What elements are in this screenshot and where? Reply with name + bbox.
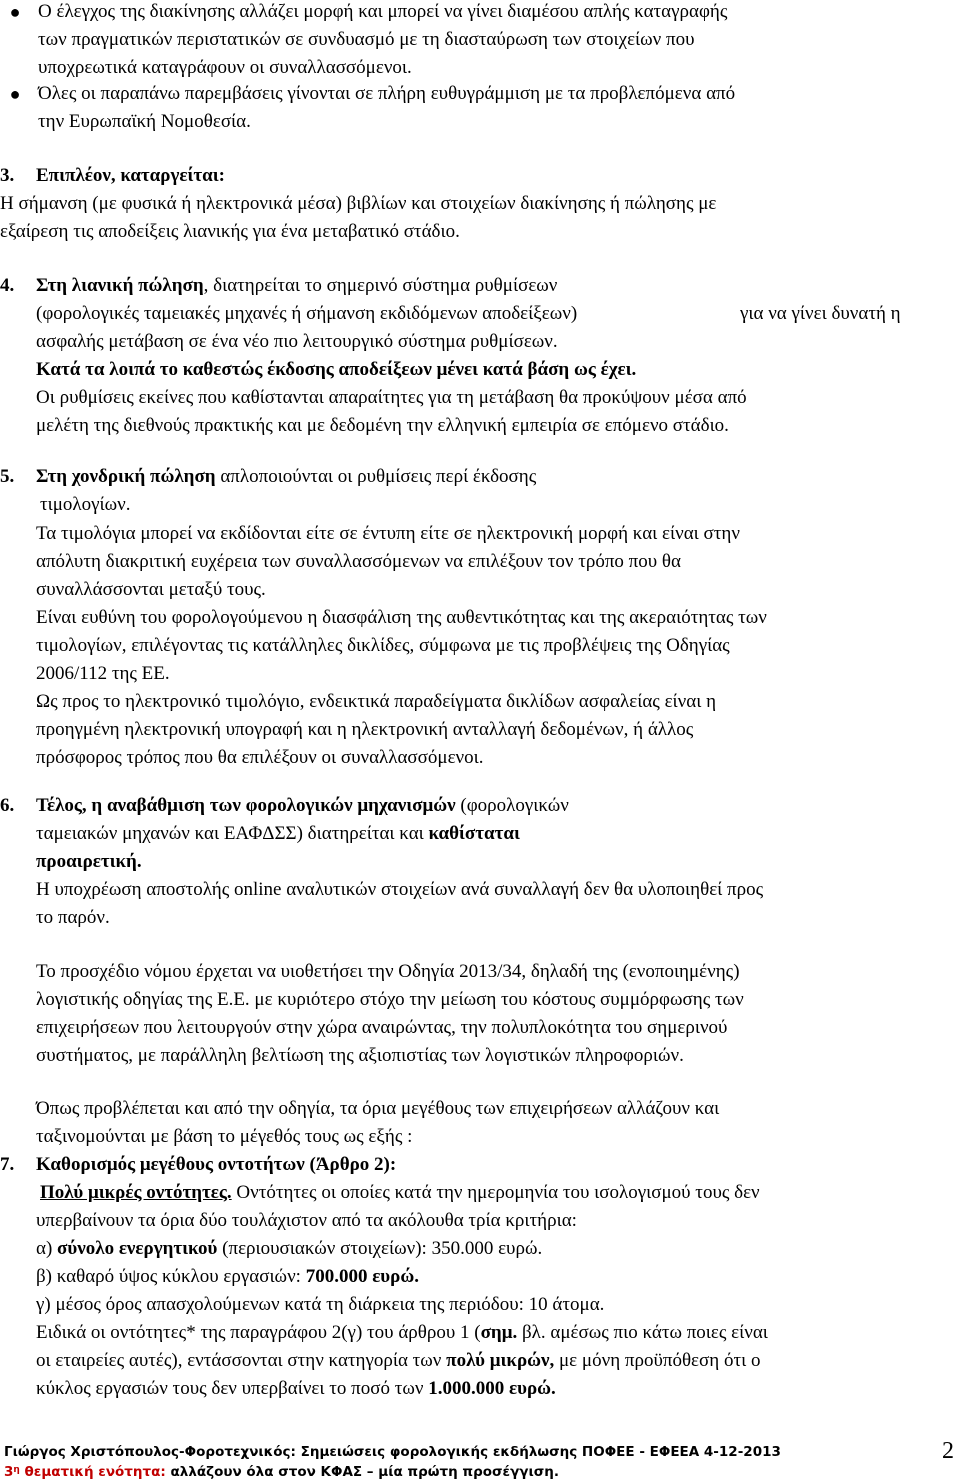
- text-span: οι εταιρείες αυτές), εντάσσονται στην κατηγορία των: [36, 1350, 447, 1371]
- paragraph-directive: [36, 958, 960, 1070]
- text-line: Ο έλεγχος της διακίνησης αλλάζει μορφή και μπορεί να γίνει διαμέσου απλής καταγραφής: [38, 1, 728, 22]
- bullet-icon: ●: [9, 84, 21, 104]
- bold-span: σημ.: [480, 1322, 518, 1343]
- text-line: υποχρεωτικά καταγράφουν οι συναλλασσόμενοι.: [38, 57, 412, 78]
- text-line: ταξινομούνται με βάση το μέγεθός τους ως εξής :: [36, 1126, 413, 1147]
- text-line: συναλλάσσονται μεταξύ τους.: [36, 579, 266, 600]
- section-heading: Επιπλέον, καταργείται:: [36, 165, 225, 186]
- text-line: μελέτη της διεθνούς πρακτικής και με δεδομένη την ελληνική εμπειρία σε επόμενο στάδιο.: [36, 415, 729, 436]
- bold-span: 700.000 ευρώ.: [305, 1266, 419, 1287]
- text-span: Οντότητες οι οποίες κατά την ημερομηνία του ισολογισμού τους δεν: [231, 1182, 760, 1203]
- text-span: Ειδικά οι οντότητες* της παραγράφου 2(γ) του άρθρου 1 (: [36, 1322, 481, 1343]
- section-number: 4.: [0, 275, 15, 296]
- text-line: τιμολογίων, επιλέγοντας τις κατάλληλες δικλίδες, σύμφωνα με τις προβλέψεις της Οδηγίας: [36, 635, 730, 656]
- text-line: Τα τιμολόγια μπορεί να εκδίδονται είτε σε έντυπη είτε σε ηλεκτρονική μορφή και είναι στην: [36, 523, 740, 544]
- text-span: βλ. αμέσως πιο κάτω ποιες είναι: [517, 1322, 768, 1343]
- bold-line: προαιρετική.: [36, 851, 142, 872]
- text-span: κύκλος εργασιών τους δεν υπερβαίνει το ποσό των: [36, 1378, 429, 1399]
- text-line: Ως προς το ηλεκτρονικό τιμολόγιο, ενδεικτικά παραδείγματα δικλίδων ασφαλείας είναι η: [36, 691, 717, 712]
- text-line: απόλυτη διακριτική ευχέρεια των συναλλασσόμενων να επιλέξουν τον τρόπο που θα: [36, 551, 681, 572]
- text-line: Είναι ευθύνη του φορολογούμενου η διασφάλιση της αυθεντικότητας και της ακεραιότητας των: [36, 607, 767, 628]
- text-line: Η υποχρέωση αποστολής online αναλυτικών στοιχείων ανά συναλλαγή δεν θα υλοποιηθεί προς: [36, 879, 764, 900]
- section-heading: Καθορισμός μεγέθους οντοτήτων (Άρθρο 2):: [36, 1154, 397, 1175]
- text-line: προηγμένη ηλεκτρονική υπογραφή και η ηλεκτρονική ανταλλαγή δεδομένων, ή άλλος: [36, 719, 694, 740]
- text-span: α): [36, 1238, 58, 1259]
- bold-lead: Στη λιανική πώληση: [36, 275, 204, 296]
- section-number: 3.: [0, 165, 15, 186]
- section-number: 7.: [0, 1154, 15, 1175]
- page-footer: [4, 1442, 956, 1482]
- text-span: για να γίνει δυνατή η: [740, 303, 901, 324]
- section-number: 5.: [0, 466, 15, 487]
- text-span: απλοποιούνται οι ρυθμίσεις περί έκδοσης: [215, 466, 537, 487]
- bold-lead: Στη χονδρική πώληση: [36, 466, 216, 487]
- footer-topic-number: 3: [4, 1464, 14, 1480]
- bold-line: Κατά τα λοιπά το καθεστώς έκδοσης αποδείξεων μένει κατά βάση ως έχει.: [36, 359, 637, 380]
- text-span: με μόνη προϋπόθεση ότι ο: [554, 1350, 761, 1371]
- section-number: 6.: [0, 795, 15, 816]
- footer-topic-sup: η: [13, 1465, 20, 1475]
- text-line: Όλες οι παραπάνω παρεμβάσεις γίνονται σε πλήρη ευθυγράμμιση με τα προβλεπόμενα από: [38, 83, 736, 104]
- text-span: ταμειακών μηχανών και ΕΑΦΔΣΣ) διατηρείται και: [36, 823, 429, 844]
- footer-topic-text: αλλάζουν όλα στον ΚΦΑΣ – μία πρώτη προσέγγιση.: [165, 1464, 559, 1480]
- text-line: τιμολογίων.: [40, 494, 131, 515]
- bold-span: 1.000.000 ευρώ.: [428, 1378, 556, 1399]
- text-line: 2006/112 της ΕΕ.: [36, 663, 170, 684]
- paragraph-limits: [36, 1095, 960, 1151]
- text-span: , διατηρείται το σημερινό σύστημα ρυθμίσεων: [203, 275, 558, 296]
- text-span: (φορολογικές ταμειακές μηχανές ή σήμανση εκδιδόμενων αποδείξεων): [36, 303, 578, 324]
- text-line: γ) μέσος όρος απασχολούμενων κατά τη διάρκεια της περιόδου: 10 άτομα.: [36, 1294, 605, 1315]
- text-line: επιχειρήσεων που λειτουργούν στην χώρα αναιρώντας, την πολυπλοκότητα του σημερινού: [36, 1017, 728, 1038]
- text-line: εξαίρεση τις αποδείξεις λιανικής για ένα μεταβατικό στάδιο.: [0, 221, 460, 242]
- text-line: το παρόν.: [36, 907, 110, 928]
- text-line: των πραγματικών περιστατικών σε συνδυασμό με τη διασταύρωση των στοιχείων που: [38, 29, 695, 50]
- page-number: 2: [942, 1438, 954, 1464]
- footer-author-line: Γιώργος Χριστόπουλος-Φοροτεχνικός: Σημειώσεις φορολογικής εκδήλωσης ΠΟΦΕΕ - ΕΦΕΕΑ 4-12-2013: [4, 1444, 781, 1460]
- text-line: πρόσφορος τρόπος που θα επιλέξουν οι συναλλασσόμενοι.: [36, 747, 484, 768]
- text-line: ασφαλής μετάβαση σε ένα νέο πιο λειτουργικό σύστημα ρυθμίσεων.: [36, 331, 558, 352]
- bold-lead: Τέλος, η αναβάθμιση των φορολογικών μηχανισμών: [36, 795, 456, 816]
- text-span: (φορολογικών: [455, 795, 569, 816]
- text-line: λογιστικής οδηγίας της Ε.Ε. με κυριότερο στόχο την μείωση του κόστους συμμόρφωσης των: [36, 989, 744, 1010]
- text-line: Οι ρυθμίσεις εκείνες που καθίστανται απαραίτητες για τη μετάβαση θα προκύψουν μέσα από: [36, 387, 747, 408]
- footer-topic-label: θεματική ενότητα:: [19, 1464, 166, 1480]
- bold-span: σύνολο ενεργητικού: [57, 1238, 218, 1259]
- bullet-icon: ●: [9, 2, 21, 22]
- text-line: Όπως προβλέπεται και από την οδηγία, τα όρια μεγέθους των επιχειρήσεων αλλάζουν και: [36, 1098, 720, 1119]
- bold-span: καθίσταται: [428, 823, 520, 844]
- micro-entities-label: Πολύ μικρές οντότητες.: [40, 1182, 232, 1203]
- text-line: υπερβαίνουν τα όρια δύο τουλάχιστον από τα ακόλουθα τρία κριτήρια:: [36, 1210, 577, 1231]
- text-line: την Ευρωπαϊκή Νομοθεσία.: [38, 111, 251, 132]
- text-span: (περιουσιακών στοιχείων): 350.000 ευρώ.: [217, 1238, 543, 1259]
- text-span: β) καθαρό ύψος κύκλου εργασιών:: [36, 1266, 306, 1287]
- text-line: συστήματος, με παράλληλη βελτίωση της αξιοπιστίας των λογιστικών πληροφοριών.: [36, 1045, 684, 1066]
- bold-span: πολύ μικρών,: [446, 1350, 555, 1371]
- text-line: Η σήμανση (με φυσικά ή ηλεκτρονικά μέσα) βιβλίων και στοιχείων διακίνησης ή πώλησης με: [0, 193, 717, 214]
- text-line: Το προσχέδιο νόμου έρχεται να υιοθετήσει την Οδηγία 2013/34, δηλαδή της (ενοποιημένης): [36, 961, 740, 982]
- footer-topic-line: [4, 1462, 956, 1482]
